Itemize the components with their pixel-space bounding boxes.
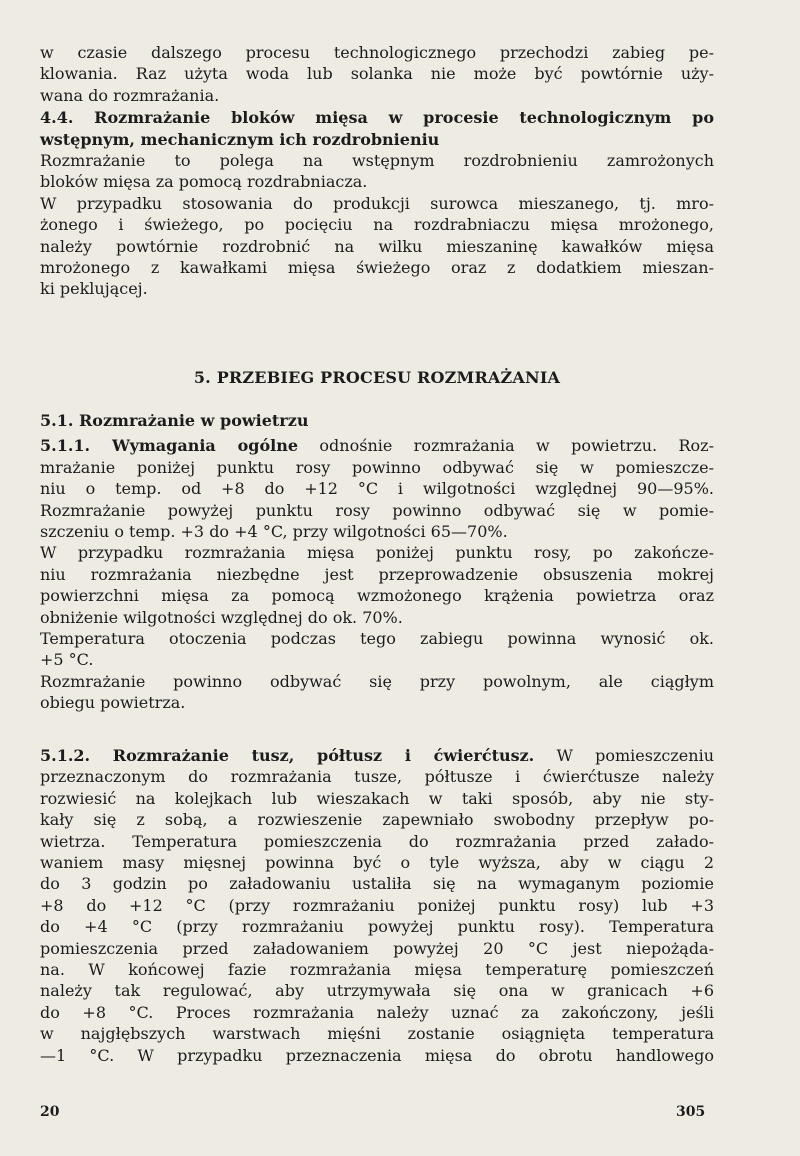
section-4-4-heading: 4.4. Rozmrażanie bloków mięsa w procesie technologicznym po bbox=[40, 108, 714, 128]
text-line: powierzchni mięsa za pomocą wzmożonego krążenia powietrza oraz bbox=[40, 586, 714, 606]
text-line: W przypadku rozmrażania mięsa poniżej punktu rosy, po zakończe- bbox=[40, 543, 714, 563]
text-line: bloków mięsa za pomocą rozdrabniacza. bbox=[40, 172, 368, 192]
section-4-4-heading-cont: wstępnym, mechanicznym ich rozdrobnieniu bbox=[40, 129, 440, 149]
text-line: +8 do +12 °C (przy rozmrażaniu poniżej punktu rosy) lub +3 bbox=[40, 895, 714, 915]
text-line: Rozmrażanie powyżej punktu rosy powinno odbywać się w pomie- bbox=[40, 500, 714, 520]
text-line: należy powtórnie rozdrobnić na wilku mieszaninę kawałków mięsa bbox=[40, 236, 714, 256]
text-line: do +4 °C (przy rozmrażaniu powyżej punktu rosy). Temperatura bbox=[40, 917, 714, 937]
text-line: na. W końcowej fazie rozmrażania mięsa temperaturę pomieszczeń bbox=[40, 960, 714, 980]
text-line: do +8 °C. Proces rozmrażania należy uznać za zakończony, jeśli bbox=[40, 1002, 714, 1022]
section-5-title: 5. PRZEBIEG PROCESU ROZMRAŻANIA bbox=[193, 368, 561, 387]
text-line: Rozmrażanie to polega na wstępnym rozdrobnieniu zamrożonych bbox=[40, 151, 714, 171]
text-line: obniżenie wilgotności względnej do ok. 70%. bbox=[40, 607, 403, 627]
footer-signature-number: 20 bbox=[40, 1104, 60, 1120]
text-line: w czasie dalszego procesu technologicznego przechodzi zabieg pe- bbox=[40, 43, 714, 62]
section-5-1-1-first-line bbox=[40, 435, 714, 456]
text-line: +5 °C. bbox=[40, 650, 94, 670]
text-line: wietrza. Temperatura pomieszczenia do rozmrażania przed załado- bbox=[40, 831, 714, 851]
section-5-1-2-first-rest: W pomieszczeniu bbox=[534, 746, 714, 765]
text-line: klowania. Raz użyta woda lub solanka nie może być powtórnie uży- bbox=[40, 64, 714, 84]
text-line: przeznaczonym do rozmrażania tusze, półtusze i ćwierćtusze należy bbox=[40, 767, 714, 787]
section-5-1-heading: 5.1. Rozmrażanie w powietrzu bbox=[40, 411, 309, 430]
text-line: W przypadku stosowania do produkcji surowca mieszanego, tj. mro- bbox=[40, 193, 714, 213]
text-line: —1 °C. W przypadku przeznaczenia mięsa do obrotu handlowego bbox=[40, 1045, 714, 1065]
page-number: 305 bbox=[676, 1104, 706, 1120]
text-line: ki peklującej. bbox=[40, 279, 148, 299]
text-line: należy tak regulować, aby utrzymywała się ona w granicach +6 bbox=[40, 981, 714, 1001]
page-body bbox=[40, 42, 714, 300]
section-5-1-2 bbox=[40, 745, 714, 1066]
text-line: szczeniu o temp. +3 do +4 °C, przy wilgotności 65—70%. bbox=[40, 522, 508, 542]
section-5-1-2-lead: 5.1.2. Rozmrażanie tusz, półtusz i ćwierćtusz. bbox=[40, 746, 535, 765]
text-line: żonego i świeżego, po pocięciu na rozdrabniaczu mięsa mrożonego, bbox=[40, 215, 714, 235]
section-5-1-2-first-line bbox=[40, 745, 714, 766]
text-line: do 3 godzin po załadowaniu ustaliła się na wymaganym poziomie bbox=[40, 874, 714, 894]
text-line: mrożonego z kawałkami mięsa świeżego oraz z dodatkiem mieszan- bbox=[40, 258, 714, 278]
text-line: obiegu powietrza. bbox=[40, 693, 186, 713]
text-line: pomieszczenia przed załadowaniem powyżej 20 °C jest niepożąda- bbox=[40, 938, 714, 958]
text-line: w najgłębszych warstwach mięśni zostanie osiągnięta temperatura bbox=[40, 1024, 714, 1044]
text-line: wana do rozmrażania. bbox=[40, 85, 220, 105]
section-5-1 bbox=[40, 410, 714, 714]
section-5-1-1-lead: 5.1.1. Wymagania ogólne bbox=[40, 436, 299, 456]
text-line: rozwiesić na kolejkach lub wieszakach w taki sposób, aby nie sty- bbox=[40, 788, 714, 808]
text-line: Rozmrażanie powinno odbywać się przy powolnym, ale ciągłym bbox=[40, 671, 714, 691]
section-5-1-1-first-rest: odnośnie rozmrażania w powietrzu. Roz- bbox=[298, 436, 715, 456]
text-line: Temperatura otoczenia podczas tego zabiegu powinna wynosić ok. bbox=[40, 629, 714, 649]
text-line: kały się z sobą, a rozwieszenie zapewniało swobodny przepływ po- bbox=[40, 810, 714, 830]
text-line: waniem masy mięsnej powinna być o tyle wyższa, aby w ciągu 2 bbox=[40, 853, 714, 873]
text-line: niu o temp. od +8 do +12 °C i wilgotności względnej 90—95%. bbox=[40, 479, 714, 499]
text-line: mrażanie poniżej punktu rosy powinno odbywać się w pomieszcze- bbox=[40, 457, 714, 477]
text-line: niu rozmrażania niezbędne jest przeprowadzenie obsuszenia mokrej bbox=[40, 564, 714, 584]
